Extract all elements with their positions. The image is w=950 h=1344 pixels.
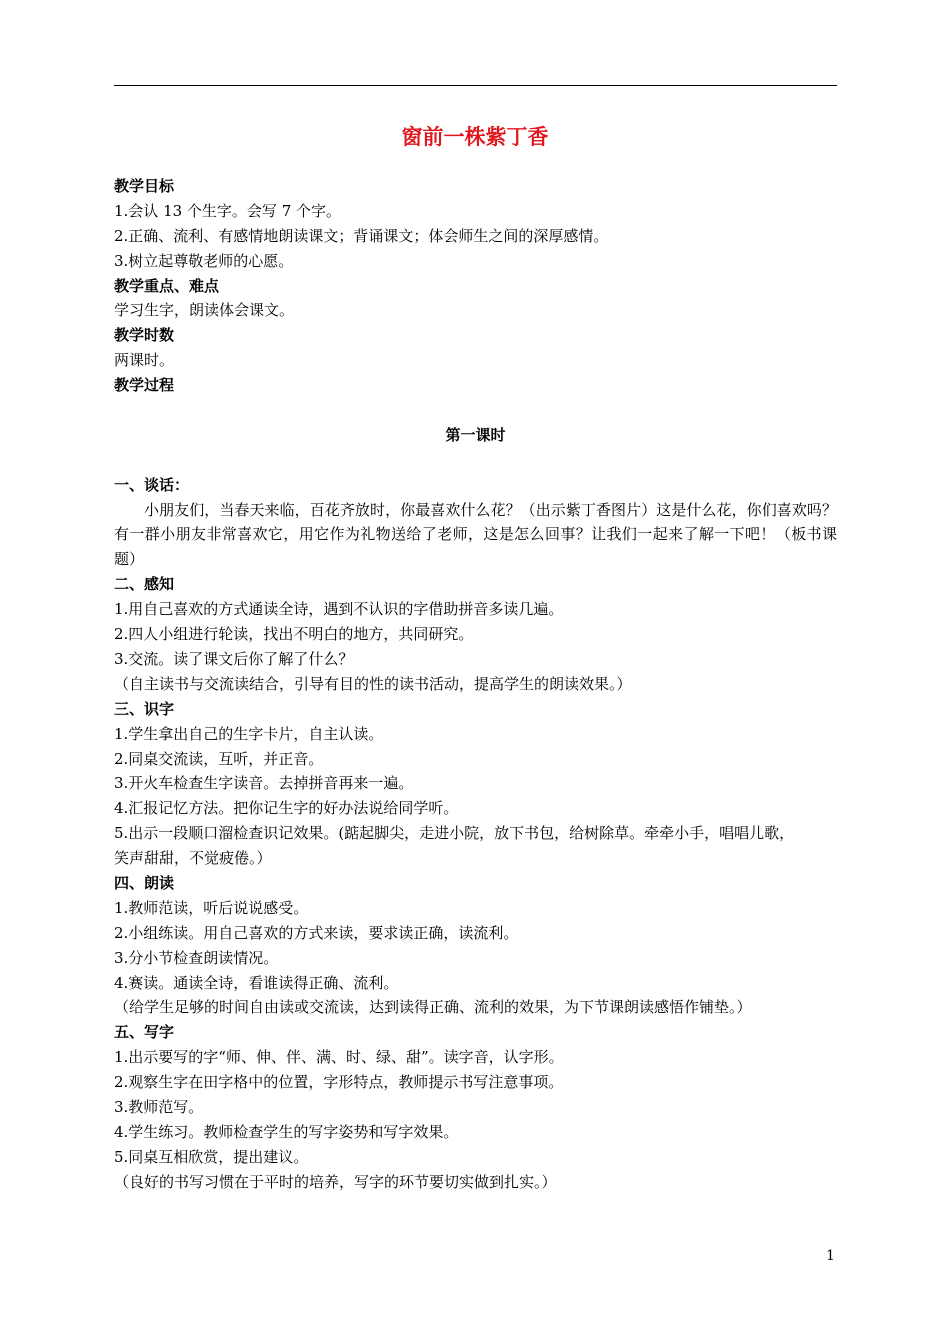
- literacy-heading: 三、识字: [114, 699, 175, 718]
- header-rule: [114, 85, 837, 86]
- perception-item: 3.交流。读了课文后你了解了什么？: [114, 649, 354, 668]
- perception-note: （自主读书与交流读结合，引导有目的性的读书活动，提高学生的朗读效果。）: [114, 674, 632, 693]
- document-title: 窗前一株紫丁香: [401, 125, 549, 149]
- literacy-item: 5.出示一段顺口溜检查识记效果。(踮起脚尖，走进小院，放下书包，给树除草。牵牵小手，唱唱儿歌，: [114, 824, 795, 843]
- literacy-item-continued: 笑声甜甜，不觉疲倦。）: [114, 849, 272, 868]
- writing-item: 3.教师范写。: [114, 1098, 204, 1116]
- talk-paragraph: 小朋友们，当春天来临，百花齐放时，你最喜欢什么花？（出示紫丁香图片）这是什么花，你们喜欢吗？有一群小朋友非常喜欢它，用它作为礼物送给了老师，这是怎么回事？让我们一起来了解一下吧！（板书课题）: [114, 500, 837, 569]
- key-points-text: 学习生字，朗读体会课文。: [114, 301, 295, 320]
- writing-item: 5.同桌互相欣赏，提出建议。: [114, 1147, 309, 1166]
- page-number: 1: [826, 1248, 835, 1264]
- writing-heading: 五、写字: [114, 1023, 175, 1042]
- goal-item: 3.树立起尊敬老师的心愿。: [114, 251, 294, 270]
- process-heading: 教学过程: [114, 376, 175, 395]
- lesson-title: 第一课时: [445, 425, 506, 444]
- goal-item: 1.会认 13 个生字。会写 7 个字。: [114, 201, 342, 220]
- perception-heading: 二、感知: [114, 575, 175, 594]
- perception-item: 1.用自己喜欢的方式通读全诗，遇到不认识的字借助拼音多读几遍。: [114, 600, 564, 619]
- spacer: [114, 448, 837, 473]
- literacy-item: 3.开火车检查生字读音。去掉拼音再来一遍。: [114, 774, 414, 793]
- reading-item: 4.赛读。通读全诗，看谁读得正确、流利。: [114, 973, 399, 992]
- key-points-heading: 教学重点、难点: [114, 276, 220, 295]
- literacy-item: 1.学生拿出自己的生字卡片，自主认读。: [114, 724, 384, 743]
- reading-item: 1.教师范读，听后说说感受。: [114, 898, 309, 917]
- spacer: [114, 398, 837, 423]
- hours-text: 两课时。: [114, 351, 175, 370]
- hours-heading: 教学时数: [114, 326, 175, 345]
- reading-heading: 四、朗读: [114, 873, 175, 892]
- literacy-item: 2.同桌交流读，互听，并正音。: [114, 749, 324, 768]
- literacy-item: 4.汇报记忆方法。把你记生字的好办法说给同学听。: [114, 799, 459, 818]
- goals-heading: 教学目标: [114, 177, 175, 195]
- document-body: [114, 174, 837, 1195]
- talk-heading: 一、谈话：: [114, 475, 190, 494]
- reading-item: 3.分小节检查朗读情况。: [114, 948, 279, 967]
- reading-item: 2.小组练读。用自己喜欢的方式来读，要求读正确，读流利。: [114, 923, 519, 942]
- reading-note: （给学生足够的时间自由读或交流读，达到读得正确、流利的效果，为下节课朗读感悟作铺垫。）: [114, 998, 752, 1017]
- writing-note: （良好的书写习惯在于平时的培养，写字的环节要切实做到扎实。）: [114, 1172, 557, 1191]
- writing-item: 4.学生练习。教师检查学生的写字姿势和写字效果。: [114, 1122, 459, 1141]
- writing-item: 2.观察生字在田字格中的位置，字形特点，教师提示书写注意事项。: [114, 1073, 564, 1092]
- writing-item: 1.出示要写的字“师、伸、伴、满、时、绿、甜”。读字音，认字形。: [114, 1048, 564, 1067]
- perception-item: 2.四人小组进行轮读，找出不明白的地方，共同研究。: [114, 625, 474, 644]
- goal-item: 2.正确、流利、有感情地朗读课文；背诵课文；体会师生之间的深厚感情。: [114, 226, 609, 245]
